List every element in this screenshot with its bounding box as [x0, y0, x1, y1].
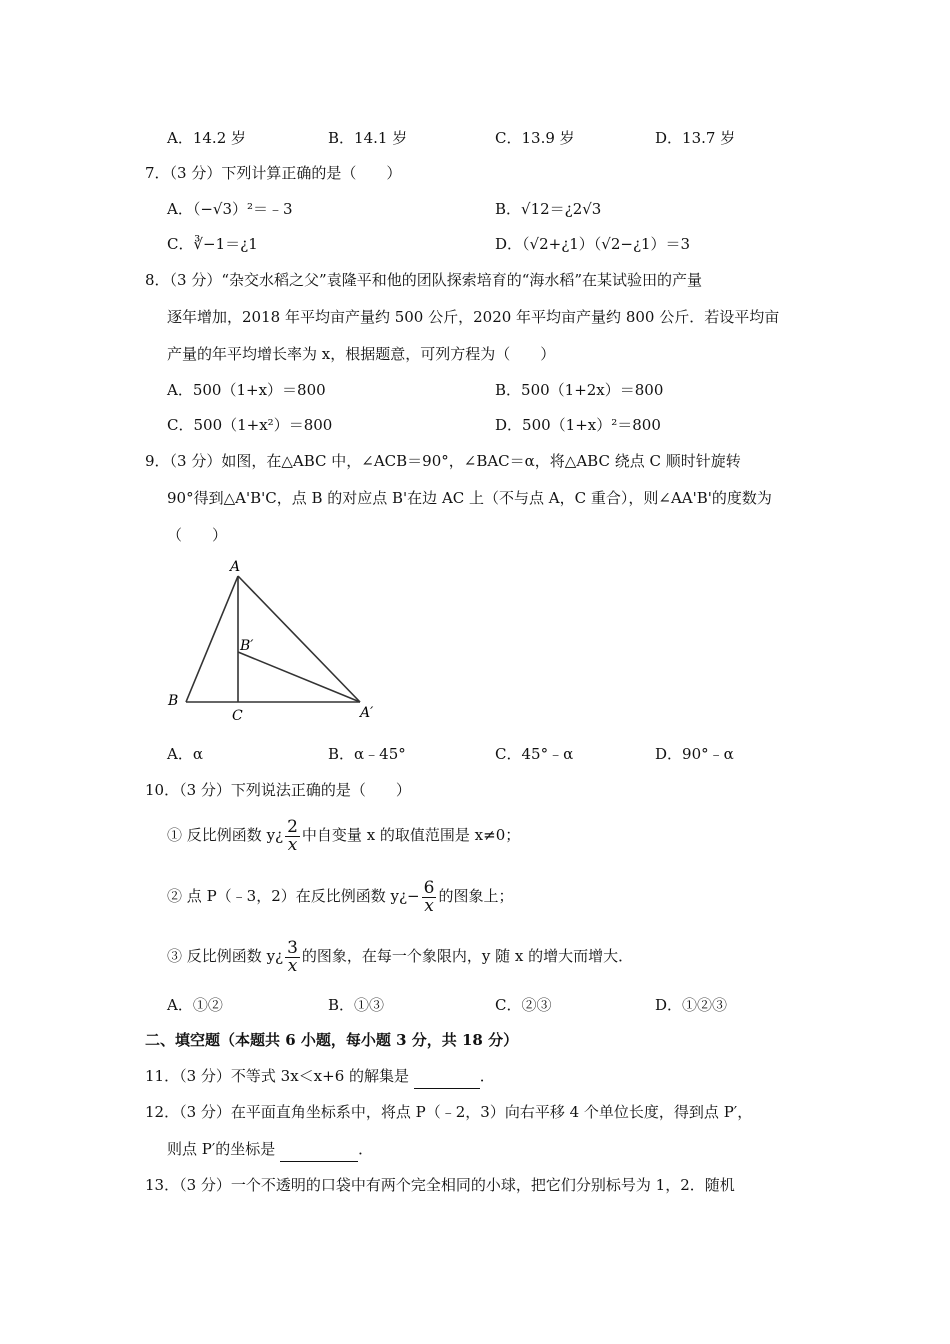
q6-option-d: D．13.7 岁: [655, 129, 736, 147]
q11-end: ．: [479, 1067, 495, 1085]
side-ab: [186, 576, 238, 702]
side-b-prime-a-prime: [238, 652, 360, 702]
q10-statement-3: [167, 934, 633, 978]
q8-option-b: B．500（1+2x）＝800: [495, 381, 664, 399]
q10-option-a: A．①②: [167, 996, 223, 1014]
q10-statement-1: [167, 813, 520, 857]
statement-2-text-b: 的图象上；: [438, 887, 514, 905]
q9-option-a: A．α: [167, 745, 203, 763]
fraction-2-over-x: [285, 816, 300, 855]
q8-option-c: C．500（1+x²）＝800: [167, 416, 333, 434]
q12-line-2: [167, 1139, 373, 1162]
q9-option-b: B．α﹣45°: [328, 745, 406, 763]
q9-option-d: D．90°﹣α: [655, 745, 734, 763]
fraction-denominator: x: [424, 895, 434, 916]
statement-3-text-a: 反比例函数 y¿: [186, 947, 284, 965]
fraction-3-over-x: [285, 937, 300, 976]
label-a: A: [230, 559, 241, 575]
q11-line: [145, 1066, 495, 1089]
q8-stem-line-2: 逐年增加，2018 年平均亩产量约 500 公斤，2020 年平均亩产量约 800 公斤．若设平均亩: [167, 308, 780, 326]
statement-3-text-b: 的图象，在每一个象限内，y 随 x 的增大而增大．: [301, 947, 634, 965]
label-c: C: [232, 708, 243, 724]
q6-option-c: C．13.9 岁: [495, 129, 575, 147]
q11-answer-blank[interactable]: [414, 1068, 480, 1089]
q9-triangle-figure: [160, 552, 390, 727]
q12-answer-blank[interactable]: [280, 1141, 358, 1162]
statement-1-number: ①: [167, 826, 183, 844]
statement-1-text-b: 中自变量 x 的取值范围是 x≠0；: [301, 826, 521, 844]
q9-option-c: C．45°﹣α: [495, 745, 574, 763]
statement-1-text-a: 反比例函数 y¿: [186, 826, 284, 844]
fraction-denominator: x: [287, 834, 298, 855]
q10-option-b: B．①③: [328, 996, 385, 1014]
q8-stem-line-3: 产量的年平均增长率为 x，根据题意，可列方程为（ ）: [167, 345, 556, 363]
q7-option-a: A．（−√3）²＝﹣3: [167, 200, 293, 218]
q11-text: 11．（3 分）不等式 3x＜x+6 的解集是: [145, 1067, 410, 1085]
q10-stem: 10．（3 分）下列说法正确的是（ ）: [145, 781, 411, 799]
label-b: B: [168, 693, 179, 709]
q10-statement-2: [167, 874, 513, 918]
fraction-6-over-x: [422, 877, 437, 916]
fraction-denominator: x: [287, 955, 298, 976]
q7-option-c: C．∛−1＝¿1: [167, 235, 258, 253]
q13-line-1: 13．（3 分）一个不透明的口袋中有两个完全相同的小球，把它们分别标号为 1，2．随机: [145, 1176, 735, 1194]
q12-line-1: 12．（3 分）在平面直角坐标系中，将点 P（﹣2，3）向右平移 4 个单位长度，得到点 P′，: [145, 1103, 753, 1121]
q8-option-a: A．500（1+x）＝800: [167, 381, 326, 399]
q10-option-c: C．②③: [495, 996, 552, 1014]
q8-stem-line-1: 8．（3 分）“杂交水稻之父”袁隆平和他的团队探索培育的“海水稻”在某试验田的产量: [145, 271, 703, 289]
statement-3-number: ③: [167, 947, 183, 965]
label-b-prime: B′: [240, 638, 254, 654]
statement-2-text-a: 点 P（﹣3，2）在反比例函数 y¿−: [186, 887, 420, 905]
q10-option-d: D．①②③: [655, 996, 728, 1014]
q9-stem-line-1: 9．（3 分）如图，在△ABC 中，∠ACB＝90°，∠BAC＝α，将△ABC 绕点 C 顺时针旋转: [145, 452, 741, 470]
q12-text: 则点 P′的坐标是: [167, 1140, 276, 1158]
fraction-numerator: 2: [287, 816, 298, 837]
q7-option-d: D．（√2+¿1）（√2−¿1）＝3: [495, 235, 691, 253]
q8-option-d: D．500（1+x）²＝800: [495, 416, 661, 434]
q6-option-b: B．14.1 岁: [328, 129, 408, 147]
section-2-title: 二、填空题（本题共 6 小题，每小题 3 分，共 18 分）: [145, 1031, 519, 1049]
q9-stem-line-2: 90°得到△A'B'C，点 B 的对应点 B'在边 AC 上（不与点 A，C 重合），则∠AA'B'的度数为: [167, 489, 772, 507]
q9-stem-line-3: （ ）: [167, 526, 228, 544]
fraction-numerator: 6: [423, 877, 435, 898]
q7-option-b: B．√12＝¿2√3: [495, 200, 602, 218]
q6-option-a: A．14.2 岁: [167, 129, 246, 147]
q12-end: ．: [358, 1140, 374, 1158]
fraction-numerator: 3: [287, 937, 298, 958]
statement-2-number: ②: [167, 887, 183, 905]
label-a-prime: A′: [360, 705, 374, 721]
q7-stem: 7．（3 分）下列计算正确的是（ ）: [145, 164, 402, 182]
side-a-a-prime: [238, 576, 360, 702]
